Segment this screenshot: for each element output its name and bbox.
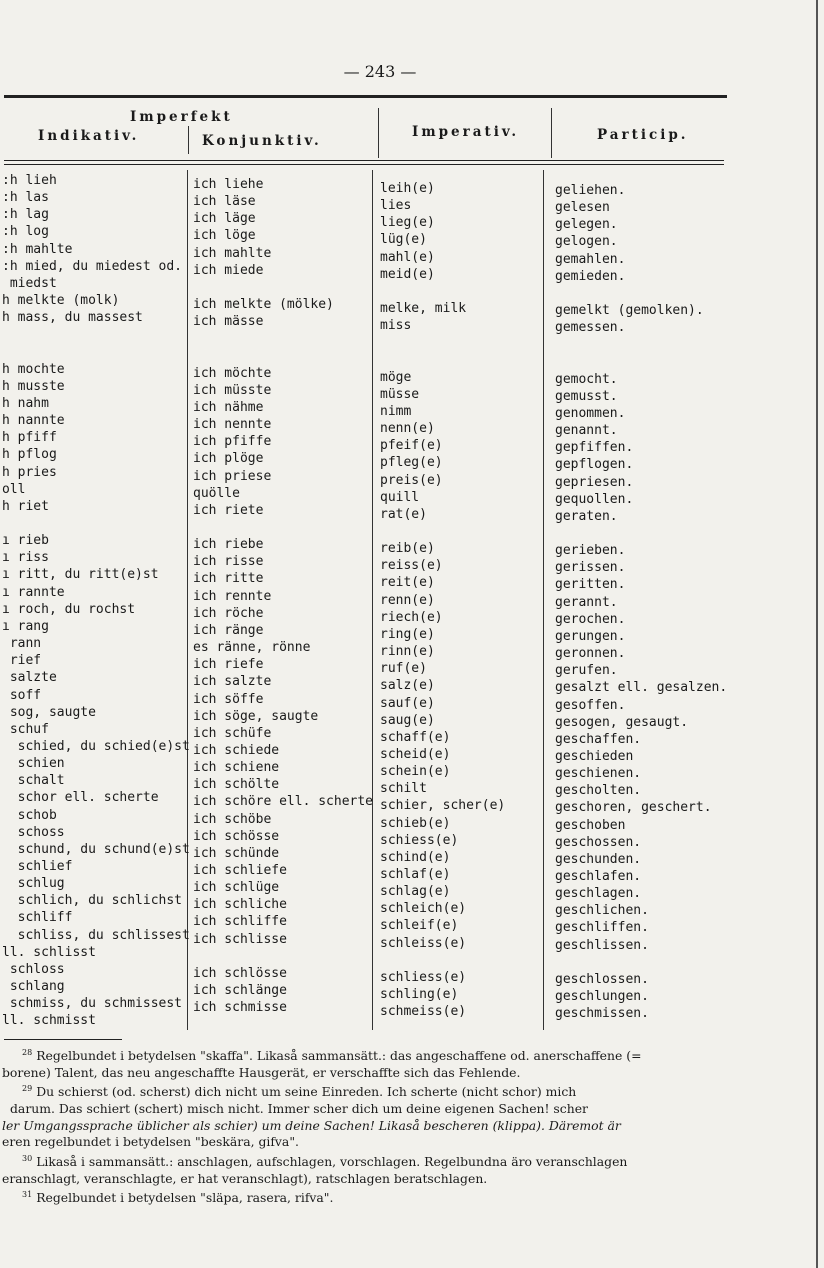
participle-cell: gelesen xyxy=(555,200,610,216)
column-divider-3b xyxy=(543,170,544,1030)
indicative-cell: schuf xyxy=(2,721,49,737)
subjunctive-cell: ich schiede xyxy=(193,742,280,758)
subjunctive-cell: ich schliffe xyxy=(193,914,287,930)
imperative-cell: mahl(e) xyxy=(380,249,435,265)
imperative-cell: lieg(e) xyxy=(380,215,435,231)
footnote-29-cont-1: darum. Das schiert (schert) misch nicht. Immer scher dich um deine eigenen Sachen! scher xyxy=(10,1101,588,1117)
table-header-rule xyxy=(4,160,724,161)
imperative-cell: preis(e) xyxy=(380,472,443,488)
participle-cell: geschienen. xyxy=(555,766,642,782)
participle-cell: geschoren, geschert. xyxy=(555,800,712,816)
participle-cell: gesogen, gesaugt. xyxy=(555,714,689,730)
indicative-cell: schoss xyxy=(2,824,65,840)
column-divider-3 xyxy=(551,108,552,158)
imperative-cell: schliess(e) xyxy=(380,969,467,985)
participle-cell: gerieben. xyxy=(555,543,626,559)
subjunctive-cell: ich schlüge xyxy=(193,880,280,896)
subjunctive-cell: ich schmisse xyxy=(193,1000,287,1016)
participle-cell: genannt. xyxy=(555,423,618,439)
participle-cell: gemocht. xyxy=(555,371,618,387)
indicative-cell: schund, du schund(e)st xyxy=(2,841,190,857)
participle-cell: genommen. xyxy=(555,405,626,421)
imperative-cell: meid(e) xyxy=(380,266,435,282)
subjunctive-cell: ich schlänge xyxy=(193,983,287,999)
participle-cell: gemieden. xyxy=(555,268,626,284)
indicative-cell: h nannte xyxy=(2,413,65,429)
indicative-cell: schmiss, du schmissest xyxy=(2,996,183,1012)
header-particip: Particip. xyxy=(597,127,689,143)
subjunctive-cell: ich schünde xyxy=(193,845,280,861)
indicative-cell: schliss, du schlissest xyxy=(2,927,190,943)
participle-cell: gepfiffen. xyxy=(555,440,634,456)
indicative-cell: rief xyxy=(2,653,42,669)
indicative-cell: h nahm xyxy=(2,395,49,411)
subjunctive-cell: ich ritte xyxy=(193,571,264,587)
column-divider-1b xyxy=(187,170,188,1030)
subjunctive-cell: ich ränge xyxy=(193,622,264,638)
indicative-cell: h pfiff xyxy=(2,430,57,446)
header-konjunktiv: Konjunktiv. xyxy=(202,133,322,149)
indicative-cell: :h mied, du miedest od. xyxy=(2,258,183,274)
subjunctive-cell: ich nennte xyxy=(193,417,272,433)
subjunctive-cell: ich möchte xyxy=(193,365,272,381)
footnotes xyxy=(2,1045,714,1207)
participle-cell: geritten. xyxy=(555,577,626,593)
page-number: — 243 — xyxy=(343,62,417,81)
subjunctive-cell: ich schöbe xyxy=(193,811,272,827)
indicative-cell: schlang xyxy=(2,979,65,995)
participle-cell: geschlungen. xyxy=(555,989,649,1005)
imperative-cell: schleiss(e) xyxy=(380,935,467,951)
participle-cell: geliehen. xyxy=(555,183,626,198)
footnote-30-cont: eranschlagt, veranschlagte, er hat veranschlagt), ratschlagen beratschlagen. xyxy=(2,1170,488,1186)
indicative-cell: ı roch, du rochst xyxy=(2,601,136,617)
indicative-cell: h mass, du massest xyxy=(2,310,143,326)
participle-cell: gequollen. xyxy=(555,491,634,507)
subjunctive-cell: ich schliche xyxy=(193,897,287,913)
imperative-cell: lüg(e) xyxy=(380,232,427,248)
subjunctive-cell: ich läge xyxy=(193,211,256,227)
indicative-cell: ı rang xyxy=(2,618,49,634)
imperative-cell: saug(e) xyxy=(380,712,435,728)
subjunctive-cell: ich schölte xyxy=(193,777,280,793)
footnote-31: $^{31}$ Regelbundet i betydelsen "släpa, rasera, rifva". xyxy=(22,1190,334,1206)
imperative-cell: schind(e) xyxy=(380,849,451,865)
subjunctive-cell: ich schöre ell. scherte xyxy=(193,794,374,810)
subjunctive-cell: ich plöge xyxy=(193,451,264,467)
subjunctive-cell: ich salzte xyxy=(193,674,272,690)
table-top-rule xyxy=(4,95,727,98)
subjunctive-cell: ich melkte (mölke) xyxy=(193,297,334,313)
imperative-cell: schein(e) xyxy=(380,764,451,780)
indicative-cell: schob xyxy=(2,807,57,823)
indicative-cell: schlich, du schlichst xyxy=(2,893,183,909)
participle-cell: gerufen. xyxy=(555,663,618,679)
participle-cell: gescholten. xyxy=(555,783,642,799)
participle-cell: gepriesen. xyxy=(555,474,634,490)
indicative-cell: ll. schmisst xyxy=(2,1013,96,1029)
subjunctive-cell: ich riefe xyxy=(193,657,264,673)
imperative-cell: schmeiss(e) xyxy=(380,1004,467,1020)
indicative-cell: h pries xyxy=(2,464,57,480)
indicative-cell: ll. schlisst xyxy=(2,944,96,960)
participle-cell: gerannt. xyxy=(555,594,618,610)
participle-cell: geschlissen. xyxy=(555,937,649,953)
participle-cell: gepflogen. xyxy=(555,457,634,473)
participle-cell: geronnen. xyxy=(555,646,626,662)
indicative-cell: h pflog xyxy=(2,447,57,463)
imperative-cell: nenn(e) xyxy=(380,421,435,437)
subjunctive-cell: ich söffe xyxy=(193,691,264,707)
indicative-cell: ı rannte xyxy=(2,584,65,600)
imperative-cell: sauf(e) xyxy=(380,695,435,711)
imperative-cell: ruf(e) xyxy=(380,661,427,677)
imperative-cell: möge xyxy=(380,369,412,385)
imperative-cell: schling(e) xyxy=(380,987,459,1003)
footnote-29-cont-2: ler Umgangssprache üblicher als schier) um deine Sachen! Likaså bescheren (klippa). Däremot är xyxy=(2,1117,621,1133)
participle-cell: geschlossen. xyxy=(555,971,649,987)
imperative-cell: rinn(e) xyxy=(380,644,435,660)
indicative-cell: soff xyxy=(2,687,42,703)
participle-cell: geschoben xyxy=(555,817,626,833)
imperative-cell: schilt xyxy=(380,781,427,797)
imperative-cell: reib(e) xyxy=(380,541,435,557)
indicative-cell: :h lag xyxy=(2,207,49,223)
participle-cell: gemelkt (gemolken). xyxy=(555,303,704,319)
indicative-cell: :h lieh xyxy=(2,173,57,188)
subjunctive-cell: ich schlösse xyxy=(193,965,287,981)
imperative-cell: schlaf(e) xyxy=(380,867,451,882)
subjunctive-cell: ich pfiffe xyxy=(193,434,272,450)
imperative-cell: schiess(e) xyxy=(380,832,459,848)
subjunctive-cell: ich schliefe xyxy=(193,863,287,878)
participle-cell: geschossen. xyxy=(555,834,642,850)
subjunctive-cell: ich müsste xyxy=(193,382,272,398)
imperative-cell: rat(e) xyxy=(380,506,427,522)
participle-cell: gerungen. xyxy=(555,628,626,644)
subjunctive-cell: quölle xyxy=(193,485,240,501)
indicative-cell: schliff xyxy=(2,910,73,926)
imperative-cell: nimm xyxy=(380,403,412,419)
subjunctive-cell: ich schösse xyxy=(193,828,280,844)
indicative-cell: schien xyxy=(2,756,65,772)
participle-cell: gemusst. xyxy=(555,388,618,404)
indicative-cell: oll xyxy=(2,481,26,497)
imperative-cell: scheid(e) xyxy=(380,746,451,762)
indicative-cell: ı ritt, du ritt(e)st xyxy=(2,567,159,583)
indicative-cell: salzte xyxy=(2,670,57,686)
subjunctive-cell: ich schüfe xyxy=(193,725,272,741)
column-divider-2b xyxy=(372,170,373,1030)
footnote-29-cont-3: eren regelbundet i betydelsen "beskära, gifva". xyxy=(2,1134,299,1150)
indicative-cell: schlug xyxy=(2,876,65,892)
subjunctive-cell: ich miede xyxy=(193,262,264,278)
subjunctive-cell: ich rennte xyxy=(193,588,272,604)
subjunctive-cell: ich schlisse xyxy=(193,931,287,947)
indicative-cell: schalt xyxy=(2,773,65,789)
footnote-28: $^{28}$ Regelbundet i betydelsen "skaffa". Likaså sammansätt.: das angeschaffene od. anerschaffene (= xyxy=(22,1048,642,1064)
indicative-cell: schloss xyxy=(2,961,65,977)
subjunctive-cell: ich schiene xyxy=(193,760,280,776)
imperative-cell: quill xyxy=(380,489,420,505)
footnote-29: $^{29}$ Du schierst (od. scherst) dich nicht um seine Einreden. Ich scherte (nicht schor) mich xyxy=(22,1084,577,1100)
subjunctive-cell: ich priese xyxy=(193,468,272,484)
indicative-cell: :h las xyxy=(2,190,49,206)
subjunctive-cell: ich mässe xyxy=(193,314,264,330)
indicative-cell: h mochte xyxy=(2,361,65,377)
table-header-rule-2 xyxy=(4,164,724,165)
footnote-28-cont: borene) Talent, das neu angeschaffte Hausgerät, er verschaffte sich das Fehlende. xyxy=(2,1064,521,1080)
imperative-cell: müsse xyxy=(380,386,420,402)
imperative-cell: ring(e) xyxy=(380,626,435,642)
indicative-cell: schor ell. scherte xyxy=(2,790,159,806)
subjunctive-cell: ich nähme xyxy=(193,399,264,415)
indicative-cell: schlief xyxy=(2,859,73,874)
imperative-cell: schieb(e) xyxy=(380,815,451,831)
imperative-cell: schleich(e) xyxy=(380,901,467,917)
header-imperativ: Imperativ. xyxy=(412,124,520,140)
participle-cell: gerissen. xyxy=(555,560,626,576)
subjunctive-cell: ich röche xyxy=(193,605,264,621)
subjunctive-cell: ich söge, saugte xyxy=(193,708,319,724)
imperative-cell: schleif(e) xyxy=(380,918,459,934)
footnote-rule xyxy=(4,1039,122,1040)
subjunctive-cell: ich riete xyxy=(193,502,264,518)
subjunctive-cell: es ränne, rönne xyxy=(193,640,311,656)
subjunctive-cell: ich löge xyxy=(193,228,256,244)
participle-cell: gelogen. xyxy=(555,234,618,250)
footnote-30: $^{30}$ Likaså i sammansätt.: anschlagen, aufschlagen, vorschlagen. Regelbundna äro veranschlagen xyxy=(22,1153,628,1169)
imperative-cell: renn(e) xyxy=(380,592,435,608)
participle-cell: geschunden. xyxy=(555,851,642,867)
indicative-cell: schied, du schied(e)st xyxy=(2,738,190,754)
participle-cell: gemessen. xyxy=(555,320,626,336)
imperative-cell: salz(e) xyxy=(380,678,435,694)
participle-cell: geschlichen. xyxy=(555,903,649,919)
imperative-cell: riech(e) xyxy=(380,609,443,625)
participle-cell: gesoffen. xyxy=(555,697,626,713)
participle-cell: geschieden xyxy=(555,748,634,764)
subjunctive-cell: ich liehe xyxy=(193,177,264,192)
participle-cell: geschmissen. xyxy=(555,1006,649,1022)
imperative-cell: schier, scher(e) xyxy=(380,798,506,814)
imperative-cell: pfeif(e) xyxy=(380,438,443,454)
imperative-cell: melke, milk xyxy=(380,301,467,317)
participle-cell: geschlagen. xyxy=(555,886,642,902)
subjunctive-cell: ich riebe xyxy=(193,537,264,553)
imperative-cell: reit(e) xyxy=(380,575,435,591)
subjunctive-cell: ich risse xyxy=(193,554,264,570)
imperative-cell: miss xyxy=(380,318,412,334)
subjunctive-cell: ich läse xyxy=(193,194,256,210)
indicative-cell: h musste xyxy=(2,378,65,394)
indicative-cell: h melkte (molk) xyxy=(2,293,120,309)
indicative-cell: sog, saugte xyxy=(2,704,96,720)
imperative-cell: schaff(e) xyxy=(380,729,451,745)
participle-cell: geschliffen. xyxy=(555,920,649,936)
participle-cell: gesalzt ell. gesalzen. xyxy=(555,680,728,696)
imperative-cell: lies xyxy=(380,198,412,214)
imperative-cell: pfleg(e) xyxy=(380,455,443,471)
indicative-cell: miedst xyxy=(2,275,57,291)
page-edge-line xyxy=(816,0,818,1268)
imperative-cell: leih(e) xyxy=(380,181,435,196)
participle-cell: geraten. xyxy=(555,508,618,524)
indicative-cell: ı riss xyxy=(2,550,49,566)
participle-cell: geschaffen. xyxy=(555,731,642,747)
participle-cell: geschlafen. xyxy=(555,869,642,884)
participle-cell: gelegen. xyxy=(555,217,618,233)
indicative-cell: :h mahlte xyxy=(2,241,73,257)
subjunctive-cell: ich mahlte xyxy=(193,245,272,261)
header-imperfekt: Imperfekt xyxy=(130,109,233,125)
indicative-cell: ı rieb xyxy=(2,533,49,549)
imperative-cell: schlag(e) xyxy=(380,884,451,900)
column-divider-2 xyxy=(378,108,379,158)
imperative-cell: reiss(e) xyxy=(380,558,443,574)
participle-cell: gemahlen. xyxy=(555,251,626,267)
indicative-cell: h riet xyxy=(2,498,49,514)
participle-cell: gerochen. xyxy=(555,611,626,627)
header-indikativ: Indikativ. xyxy=(38,128,140,144)
indicative-cell: rann xyxy=(2,636,42,652)
column-divider-1 xyxy=(188,126,189,154)
indicative-cell: :h log xyxy=(2,224,49,240)
